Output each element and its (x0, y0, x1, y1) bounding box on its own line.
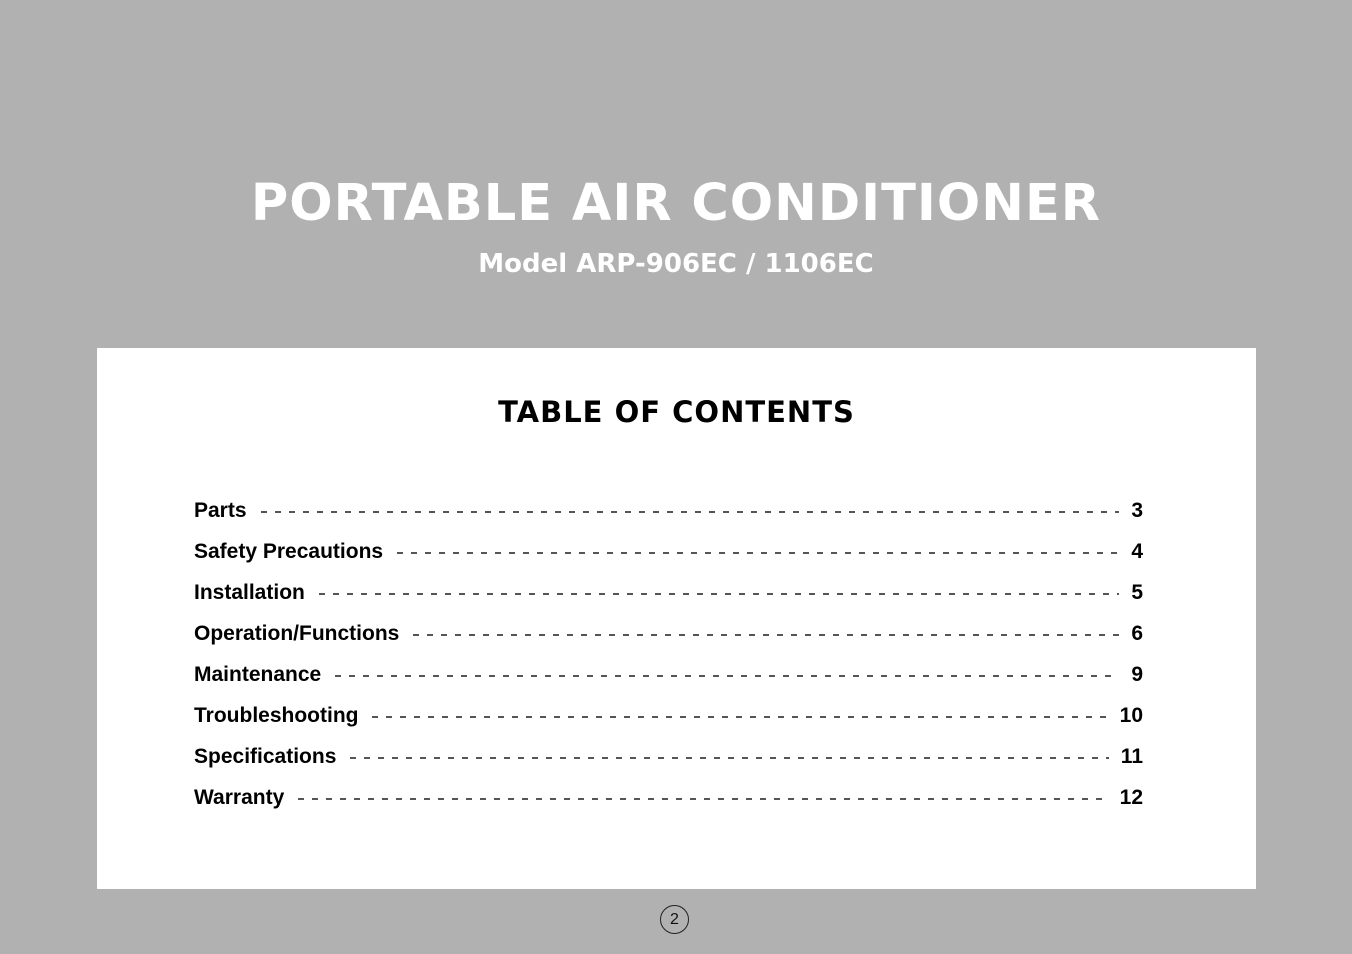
toc-entry-safety-precautions[interactable] (194, 531, 1143, 572)
dot-leader (413, 634, 1119, 636)
toc-entry-page: 6 (1131, 621, 1143, 645)
dot-leader (298, 798, 1107, 800)
model-subtitle: Model ARP-906EC / 1106EC (478, 249, 874, 279)
document-title: PORTABLE AIR CONDITIONER (250, 174, 1102, 233)
toc-entry-title: Parts (194, 498, 247, 522)
toc-entry-title: Operation/Functions (194, 621, 400, 645)
toc-entry-page: 4 (1131, 539, 1143, 563)
toc-entry-specifications[interactable] (194, 736, 1143, 777)
toc-entry-maintenance[interactable] (194, 654, 1143, 695)
toc-entry-title: Safety Precautions (194, 539, 384, 563)
toc-entry-page: 11 (1120, 744, 1143, 768)
toc-entry-page: 12 (1119, 785, 1143, 809)
toc-entry-warranty[interactable] (194, 777, 1143, 818)
dot-leader (261, 511, 1120, 513)
toc-entry-installation[interactable] (194, 572, 1143, 613)
page-number-badge: 2 (660, 905, 689, 934)
toc-entry-title: Warranty (194, 785, 285, 809)
toc-entry-title: Troubleshooting (194, 703, 359, 727)
toc-entry-title: Specifications (194, 744, 337, 768)
toc-entry-title: Maintenance (194, 662, 322, 686)
toc-entry-page: 3 (1131, 498, 1143, 522)
toc-entry-operation-functions[interactable] (194, 613, 1143, 654)
dot-leader (372, 716, 1107, 718)
dot-leader (350, 757, 1108, 759)
toc-entry-page: 5 (1131, 580, 1143, 604)
dot-leader (335, 675, 1119, 677)
toc-entry-page: 9 (1131, 662, 1143, 686)
toc-list (194, 490, 1143, 818)
dot-leader (397, 552, 1119, 554)
toc-heading: TABLE OF CONTENTS (498, 395, 855, 429)
toc-entry-parts[interactable] (194, 490, 1143, 531)
toc-entry-page: 10 (1119, 703, 1143, 727)
contents-panel (97, 348, 1256, 889)
toc-entry-troubleshooting[interactable] (194, 695, 1143, 736)
dot-leader (319, 593, 1119, 595)
toc-entry-title: Installation (194, 580, 305, 604)
